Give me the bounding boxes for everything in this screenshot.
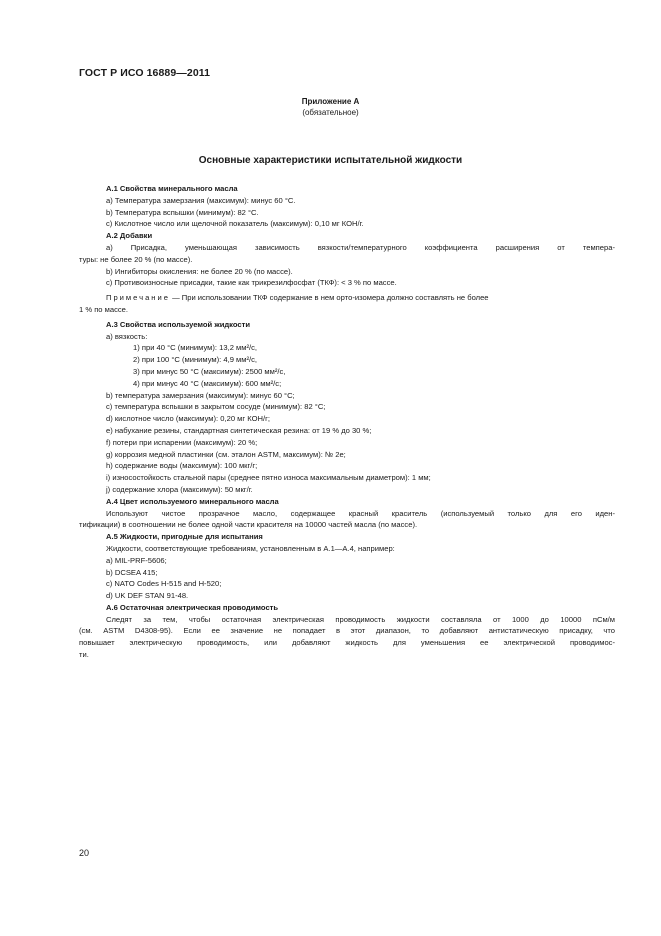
a3-item: i) износостойкость стальной пары (среднее пятно износа максимальным диаметром): 1 мм; (106, 473, 431, 483)
a3-item: с) температура вспышки в закрытом сосуде (минимум): 82 °С; (106, 402, 326, 412)
a2-item-a-line2: туры: не более 20 % (по массе). (79, 254, 193, 264)
a2-item-a-line1: а) Присадка, уменьшающая зависимость вязкости/температурного коэффициента расширения от темпера- (106, 242, 615, 252)
section-a2-heading: А.2 Добавки (106, 231, 153, 241)
a2-item-c: с) Противоизносные присадки, такие как трикрезилфосфат (ТКФ): < 3 % по массе. (106, 278, 397, 288)
a1-item: а) Температура замерзания (максимум): минус 60 °С. (106, 195, 296, 205)
a5-intro: Жидкости, соответствующие требованиям, установленным в А.1—А.4, например: (106, 543, 395, 553)
a2-note-line2: 1 % по массе. (79, 304, 129, 314)
section-a5-heading: А.5 Жидкости, пригодные для испытания (106, 532, 263, 542)
a3-item: j) содержание хлора (максимум): 50 мкг/г. (106, 484, 253, 494)
section-a1-heading: А.1 Свойства минерального масла (106, 184, 238, 193)
a3-viscosity-label: а) вязкость: (106, 331, 148, 341)
a3-viscosity-item: 1) при 40 °С (минимум): 13,2 мм²/с, (133, 343, 258, 353)
section-a3-heading: А.3 Свойства используемой жидкости (106, 319, 251, 329)
annex-status: (обязательное) (302, 108, 359, 117)
a3-viscosity-item: 3) при минус 50 °С (максимум): 2500 мм²/с, (133, 366, 286, 376)
annex-title: Приложение А (301, 97, 360, 106)
a5-item: d) UK DEF STAN 91-48. (106, 591, 189, 601)
a2-note (79, 292, 615, 304)
a6-text-line2: (см. ASTM D4308-95). Если ее значение не попадает в этот диапазон, то добавляют антистатическую присадку, что (79, 626, 615, 636)
a3-item: f) потери при испарении (максимум): 20 %; (106, 437, 258, 447)
a6-text-line3: повышает электрическую проводимость, или добавляют жидкость для уменьшения ее электрической проводимос- (79, 638, 615, 648)
note-text: — При использовании ТКФ содержание в нем орто-изомера должно составлять не более (169, 293, 489, 303)
a5-item: b) DCSEA 415; (106, 567, 158, 577)
a3-item: h) содержание воды (максимум): 100 мкг/г; (106, 461, 258, 471)
a4-text-line1: Используют чистое прозрачное масло, содержащее красный краситель (используемый только для его иден- (106, 508, 615, 518)
a1-item: b) Температура вспышки (минимум): 82 °С. (106, 207, 259, 217)
a6-text-line4: ти. (79, 650, 89, 660)
a3-item: d) кислотное число (максимум): 0,20 мг КОН/г; (106, 414, 270, 424)
a4-text-line2: тификации) в соотношении не более одной части красителя на 10000 частей масла (по массе). (79, 520, 418, 530)
a3-viscosity-item: 4) при минус 40 °С (максимум): 600 мм²/с; (133, 378, 282, 388)
a3-item: b) температура замерзания (максимум): минус 60 °С; (106, 390, 295, 400)
a2-item-b: b) Ингибиторы окисления: не более 20 % (по массе). (106, 266, 293, 276)
a3-item: g) коррозия медной пластинки (см. эталон ASTM, максимум): № 2е; (106, 449, 346, 459)
note-label: Примечание (106, 293, 170, 303)
page-number: 20 (79, 848, 90, 858)
section-a4-heading: А.4 Цвет используемого минерального масла (106, 496, 279, 506)
document-body (79, 183, 615, 661)
standard-header: ГОСТ Р ИСО 16889—2011 (79, 67, 211, 79)
a1-item: с) Кислотное число или щелочной показатель (максимум): 0,10 мг КОН/г. (106, 219, 364, 229)
main-title: Основные характеристики испытательной жидкости (198, 155, 463, 166)
a3-item: е) набухание резины, стандартная синтетическая резина: от 19 % до 30 %; (106, 425, 372, 435)
a5-item: с) NATO Codes H-515 and H-520; (106, 579, 222, 589)
a5-item: а) MIL-PRF-5606; (106, 555, 167, 565)
a6-text-line1: Следят за тем, чтобы остаточная электрическая проводимость жидкости составляла от 1000 до 10000 пСм/м (106, 614, 615, 624)
section-a6-heading: А.6 Остаточная электрическая проводимость (106, 602, 279, 612)
a3-viscosity-item: 2) при 100 °С (минимум): 4,9 мм²/с, (133, 355, 258, 365)
